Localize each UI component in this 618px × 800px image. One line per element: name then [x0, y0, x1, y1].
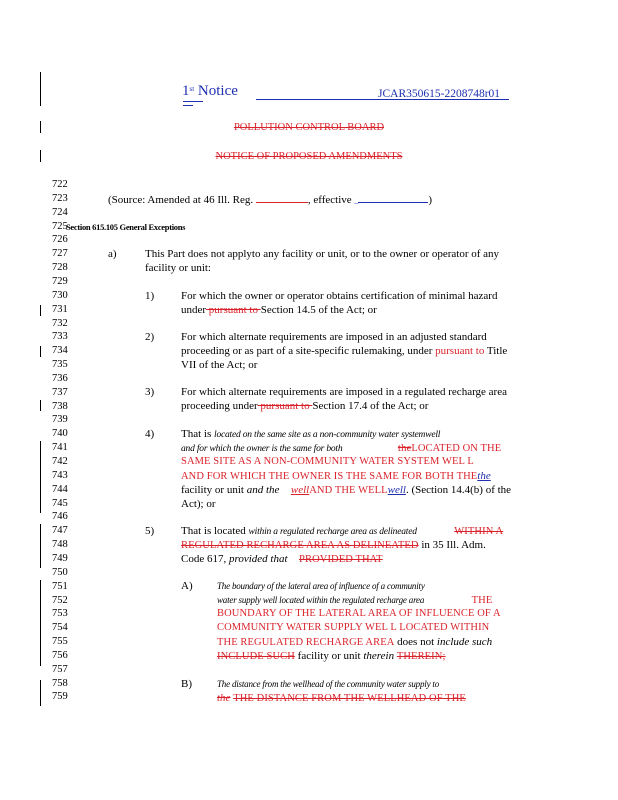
line-number: 723: [52, 192, 68, 204]
line-number: 735: [52, 359, 68, 371]
line-number: 739: [52, 414, 68, 426]
item5-text: That is located: [181, 525, 246, 537]
line-number: 731: [52, 303, 68, 315]
item4-facility: facility or unit: [181, 484, 244, 496]
line-number: 725: [52, 220, 68, 232]
item4-line6: Act); or: [181, 498, 216, 510]
line-number: 729: [52, 275, 68, 287]
subA-doesnot: does not: [397, 636, 435, 648]
subA-include: include such: [436, 636, 493, 648]
change-bar: [40, 305, 41, 316]
line-number: 744: [52, 483, 68, 495]
item5-ital: within a regulated recharge area as delineated: [248, 527, 417, 537]
subB-strike2: THE DISTANCE FROM THE WELLHEAD OF THE: [233, 693, 466, 704]
reg-blank: [256, 193, 308, 203]
subB-strike-the: the: [217, 692, 231, 704]
item4-cite: . (Section 14.4(b) of the: [405, 484, 512, 496]
line-number: 743: [52, 469, 68, 481]
subB-line2: [217, 692, 466, 705]
item2-text: proceeding or as part of a site-specific rulemaking, under: [181, 345, 433, 357]
subA-facility: facility or unit: [297, 650, 361, 662]
item5-label: 5): [145, 525, 155, 537]
item1-label: 1): [145, 290, 155, 302]
subA-line5: [217, 636, 492, 649]
line-number: 724: [52, 206, 68, 218]
item4-line3: SAME SITE AS A NON-COMMUNITY WATER SYSTEM WEL L: [181, 456, 474, 467]
subA-line4: COMMUNITY WATER SUPPLY WEL L LOCATED WITHIN: [217, 622, 490, 633]
item5-strike1: WITHIN A: [454, 526, 504, 537]
item3-text: proceeding under: [181, 400, 258, 412]
item2-title: Title: [486, 345, 508, 357]
line-number: 741: [52, 442, 68, 454]
item4-well-blue: well: [387, 484, 406, 496]
line-number: 740: [52, 428, 68, 440]
item1-strike: pursuant to: [206, 304, 261, 316]
item3-rest: Section 17.4 of the Act; or: [312, 400, 429, 412]
change-bar: [40, 680, 41, 706]
item5-strike3: PROVIDED THAT: [299, 554, 383, 565]
subA-ital2: water supply well located within the regulated recharge area: [217, 595, 425, 605]
item2-line3: VII of the Act; or: [181, 359, 258, 371]
item4-ital1: located on the same site as a non-community water systemwell: [214, 430, 441, 440]
line-number: 733: [52, 331, 68, 343]
line-number: 736: [52, 372, 68, 384]
subA-strike: INCLUDE SUCH: [217, 651, 295, 662]
line-number: 749: [52, 552, 68, 564]
header-underline: [183, 105, 193, 106]
subA-line6: [217, 650, 445, 663]
notice-word: Notice: [197, 83, 238, 99]
line-number: 751: [52, 580, 68, 592]
item4-line2: [181, 442, 501, 455]
line-number: 745: [52, 497, 68, 509]
line-number: 755: [52, 636, 68, 648]
subA-line2: [217, 594, 492, 607]
notice-number: 1: [182, 83, 190, 99]
line-number: 754: [52, 622, 68, 634]
line-number: 726: [52, 234, 68, 246]
item4-blue: the: [477, 470, 491, 482]
line-number: 732: [52, 317, 68, 329]
item4-red4: AND FOR WHICH THE OWNER IS THE SAME FOR BOTH THE: [181, 471, 478, 482]
item2-label: 2): [145, 331, 155, 343]
notice-title-line: NOTICE OF PROPOSED AMENDMENTS: [215, 151, 403, 162]
line-number: 746: [52, 511, 68, 523]
jcar-code: JCAR350615-2208748r01: [378, 88, 501, 100]
line-number: 752: [52, 594, 68, 606]
para-a-line1: This Part does not applyto any facility or unit, or to the owner or operator of any: [145, 248, 500, 260]
line-number: 748: [52, 539, 68, 551]
item5-provided: provided that: [228, 553, 288, 565]
item5-line2: [181, 539, 486, 552]
source-note: [108, 193, 432, 207]
item1-rest: Section 14.5 of the Act; or: [260, 304, 377, 316]
item4-well-red: well: [290, 484, 310, 496]
subA-red5: THE REGULATED RECHARGE AREA: [217, 637, 395, 648]
item3-strike: pursuant to: [257, 400, 313, 412]
subA-strike2: THEREIN;: [396, 651, 446, 662]
item1-under: under: [181, 304, 207, 316]
agency-board: POLLUTION CONTROL BOARD: [233, 122, 385, 133]
change-bar: [40, 72, 41, 106]
item5-adm: in 35 Ill. Adm.: [421, 539, 486, 551]
line-number: 753: [52, 608, 68, 620]
subA-therein: therein: [363, 650, 395, 662]
item3-label: 3): [145, 386, 155, 398]
item1-line1: For which the owner or operator obtains certification of minimal hazard: [181, 290, 498, 302]
item4-line1: [181, 428, 440, 441]
line-number: 758: [52, 677, 68, 689]
item2-line2: [181, 345, 507, 357]
item5-strike2: REGULATED RECHARGE AREA AS DELINEATED: [181, 540, 419, 551]
line-number: 759: [52, 691, 68, 703]
effective-blank: [358, 193, 428, 203]
subB-line1: The distance from the wellhead of the community water supply to: [217, 679, 440, 689]
item3-line1: For which alternate requirements are imposed in a regulated recharge area: [181, 386, 507, 398]
item4-line4: [181, 470, 491, 483]
subA-the: THE: [471, 595, 493, 606]
header-underline: [183, 101, 203, 102]
line-number: 722: [52, 179, 68, 190]
line-number: 727: [52, 248, 68, 260]
change-bar: [40, 524, 41, 568]
item4-andthewell: AND THE WELL: [309, 485, 388, 496]
line-number: 742: [52, 456, 68, 467]
section-heading: Section 615.105 General Exceptions: [66, 222, 186, 232]
source-middle: , effective: [307, 194, 352, 206]
line-number: 756: [52, 649, 68, 661]
blank-marker: _: [354, 196, 359, 205]
line-number: 730: [52, 289, 68, 301]
item4-line5: [181, 484, 511, 497]
item4-that-is: That is: [181, 428, 212, 440]
item1-line2: [181, 304, 377, 316]
item4-red: LOCATED ON THE: [411, 443, 502, 454]
line-number: 757: [52, 663, 68, 675]
item4-label: 4): [145, 428, 155, 440]
notice-sup: st: [189, 85, 195, 93]
subA-label: A): [181, 580, 193, 592]
item4-ital2: and for which the owner is the same for both: [181, 444, 343, 454]
change-bar: [40, 400, 41, 411]
item3-line2: [181, 400, 428, 412]
item5-line1: [181, 525, 503, 538]
para-a-line2: facility or unit:: [145, 262, 211, 274]
change-bar: [40, 346, 41, 357]
item4-strike: the: [397, 442, 412, 454]
item5-code: Code 617,: [181, 553, 227, 565]
item4-andthe: and the: [246, 484, 280, 496]
item2-line1: For which alternate requirements are imposed in an adjusted standard: [181, 331, 487, 343]
source-prefix: (Source: Amended at 46 Ill. Reg.: [108, 194, 254, 206]
line-number: 728: [52, 262, 68, 274]
para-a-label: a): [108, 248, 117, 260]
item5-line3: [181, 553, 383, 566]
item2-red: pursuant to: [435, 345, 487, 357]
line-number: 734: [52, 345, 68, 357]
line-number: 750: [52, 566, 68, 578]
subA-line1: The boundary of the lateral area of influence of a community: [217, 581, 425, 591]
change-bar: [40, 441, 41, 513]
line-number: 738: [52, 400, 68, 412]
line-number: 747: [52, 525, 68, 537]
subA-line3: BOUNDARY OF THE LATERAL AREA OF INFLUENCE OF A: [217, 608, 501, 619]
notice-title: [182, 83, 238, 100]
line-number: 737: [52, 386, 68, 398]
source-suffix: ): [428, 194, 433, 206]
subB-label: B): [181, 678, 192, 690]
change-bar: [40, 580, 41, 666]
